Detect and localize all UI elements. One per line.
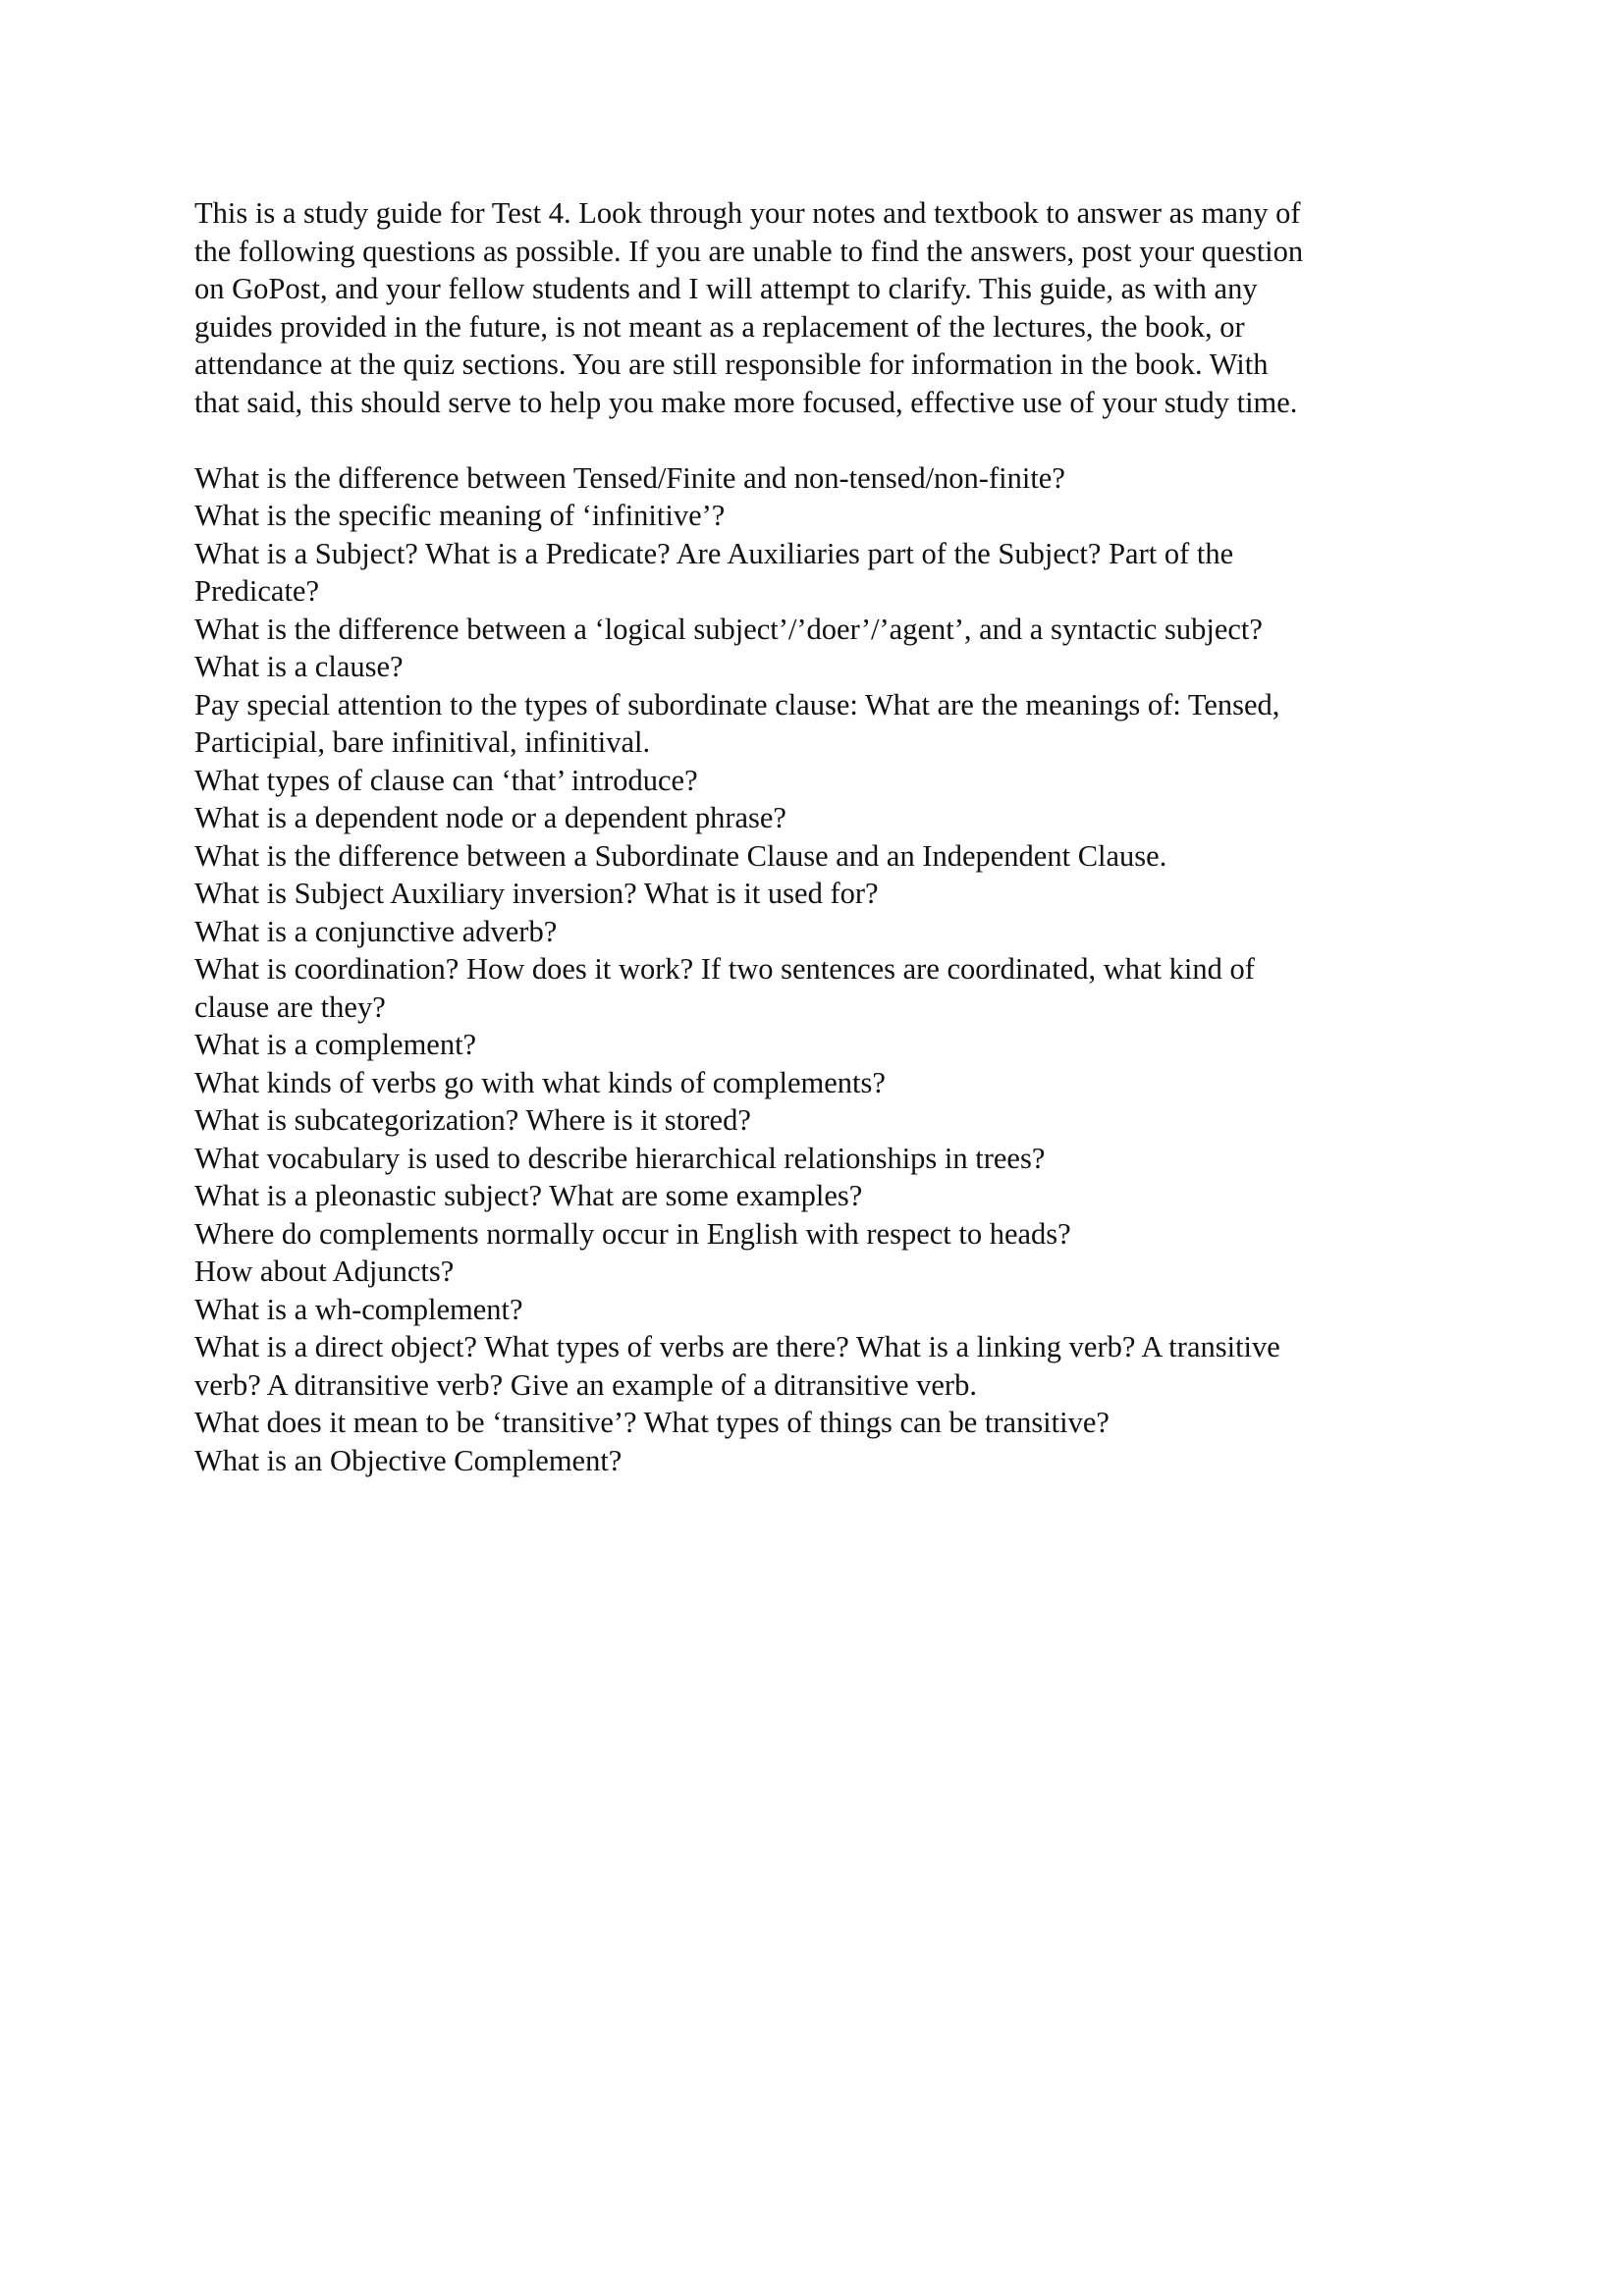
intro-line: the following questions as possible. If you are unable to find the answers, post your question [194, 234, 1304, 268]
intro-line: that said, this should serve to help you make more focused, effective use of your study time. [194, 385, 1298, 419]
question-line: clause are they? [194, 989, 386, 1024]
question-line: What is a direct object? What types of verbs are there? What is a linking verb? A transitive [194, 1330, 1280, 1363]
intro-line: attendance at the quiz sections. You are still responsible for information in the book. With [194, 347, 1269, 381]
question-line: verb? A ditransitive verb? Give an example of a ditransitive verb. [194, 1367, 977, 1402]
intro-paragraph [194, 194, 1441, 421]
question-line: Where do complements normally occur in English with respect to heads? [194, 1216, 1071, 1251]
document-body [194, 194, 1441, 1479]
question-line: What kinds of verbs go with what kinds of complements? [194, 1065, 886, 1099]
question-line: What is an Objective Complement? [194, 1443, 623, 1477]
question-line: What vocabulary is used to describe hierarchical relationships in trees? [194, 1141, 1046, 1175]
question-line: How about Adjuncts? [194, 1255, 455, 1288]
question-line: What types of clause can ‘that’ introduce? [194, 763, 698, 797]
intro-line: guides provided in the future, is not meant as a replacement of the lectures, the book, or [194, 309, 1245, 344]
intro-line: This is a study guide for Test 4. Look through your notes and textbook to answer as many of [194, 196, 1301, 230]
question-line: What is a Subject? What is a Predicate? Are Auxiliaries part of the Subject? Part of the [194, 536, 1234, 570]
question-line: What is the difference between a ‘logical subject’/’doer’/’agent’, and a syntactic subject? [194, 612, 1263, 646]
question-line: What is coordination? How does it work? If two sentences are coordinated, what kind of [194, 952, 1255, 986]
question-line: Participial, bare infinitival, infinitival. [194, 725, 651, 759]
question-list [194, 459, 1441, 1480]
question-line: What is Subject Auxiliary inversion? What is it used for? [194, 877, 879, 910]
question-line: What is a wh-complement? [194, 1292, 523, 1326]
question-line: What is a dependent node or a dependent phrase? [194, 801, 786, 834]
question-line: What is a pleonastic subject? What are some examples? [194, 1179, 863, 1212]
question-line: What does it mean to be ‘transitive’? What types of things can be transitive? [194, 1406, 1110, 1439]
question-line: Predicate? [194, 574, 320, 608]
question-line: Pay special attention to the types of subordinate clause: What are the meanings of: Tensed, [194, 687, 1280, 721]
question-line: What is the difference between Tensed/Finite and non-tensed/non-finite? [194, 460, 1065, 495]
intro-line: on GoPost, and your fellow students and I will attempt to clarify. This guide, as with any [194, 272, 1258, 305]
question-line: What is the difference between a Subordinate Clause and an Independent Clause. [194, 838, 1167, 873]
question-line: What is subcategorization? Where is it stored? [194, 1103, 751, 1137]
question-line: What is a complement? [194, 1028, 477, 1061]
question-line: What is the specific meaning of ‘infinitive’? [194, 499, 726, 532]
question-line: What is a clause? [194, 650, 404, 683]
question-line: What is a conjunctive adverb? [194, 914, 558, 948]
